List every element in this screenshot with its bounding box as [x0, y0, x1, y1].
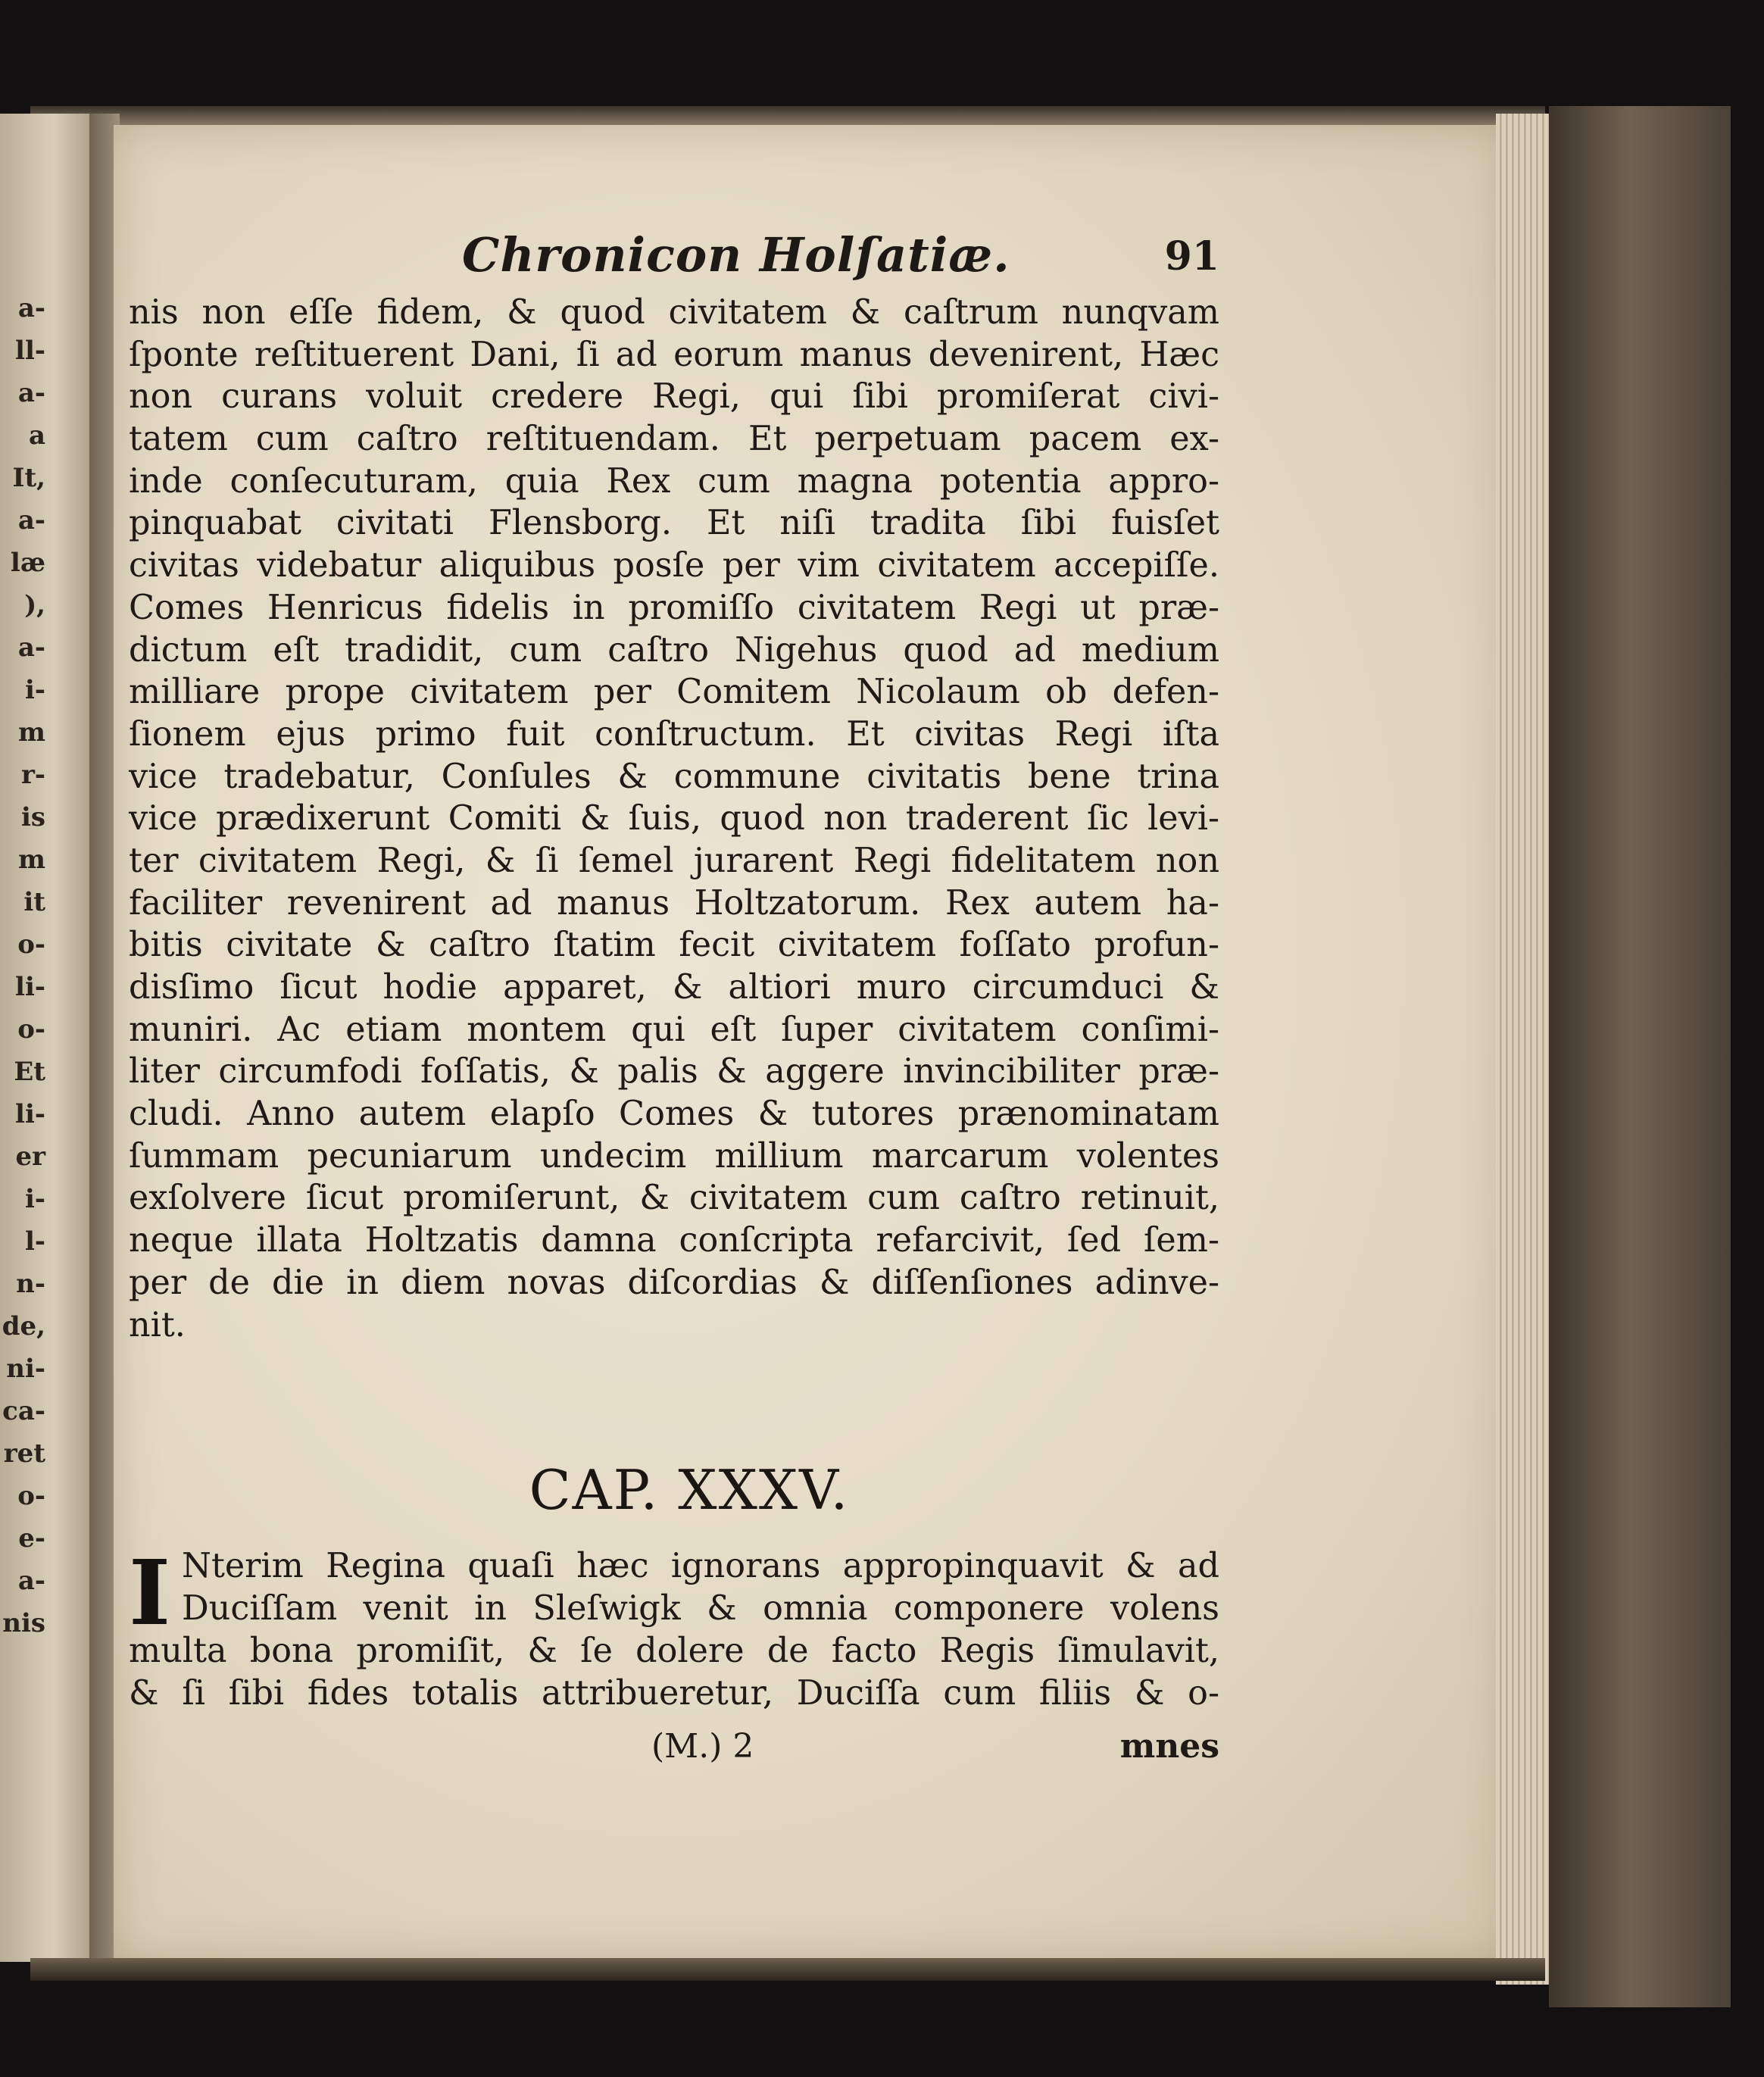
facing-page-fragment: m: [18, 845, 45, 875]
page-header: [129, 227, 1219, 295]
facing-page-fragment: is: [20, 802, 45, 832]
catchword: mnes: [1119, 1727, 1219, 1766]
chapter-heading-text: CAP. XXXV.: [529, 1458, 850, 1522]
facing-page-fragment: a-: [17, 505, 45, 536]
text-line: nis non eſſe fidem, & quod civitatem & caſtrum nunqvam: [129, 293, 1219, 332]
facing-page-fragment: a-: [17, 632, 45, 663]
book-cover: [1549, 106, 1731, 2007]
facing-page-fragment: ll-: [15, 336, 45, 366]
text-line: cludi. Anno autem elapſo Comes & tutores prænominatam: [129, 1095, 1219, 1134]
text-line: nit.: [129, 1305, 186, 1345]
facing-page-fragment: de,: [2, 1311, 45, 1341]
facing-page-edge: [0, 114, 97, 1962]
page-bottom-edge: [30, 1958, 1545, 1981]
text-line: Comes Henricus fidelis in promiſſo civitatem Regi ut præ-: [129, 588, 1219, 627]
facing-page-fragment: læ: [10, 548, 45, 578]
facing-page-fragment: i-: [24, 675, 45, 705]
facing-page-fragment: ca-: [2, 1396, 45, 1426]
text-line: ter civitatem Regi, & ſi ſemel jurarent Regi fidelitatem non: [129, 841, 1219, 880]
facing-page-fragment: l-: [24, 1226, 45, 1257]
text-line: inde conſecuturam, quia Rex cum magna potentia appro-: [129, 461, 1219, 501]
page-stack-edge: [1496, 114, 1549, 1985]
facing-page-fragment: it: [23, 887, 45, 917]
text-line: per de die in diem novas diſcordias & diſſenſiones adinve-: [129, 1263, 1219, 1302]
chapter-text-line: & ſi ſibi fides totalis attribueretur, Duciſſa cum filiis & o-: [129, 1674, 1219, 1713]
chapter-text-line: multa bona promiſit, & ſe dolere de facto Regis ſimulavit,: [129, 1632, 1219, 1670]
running-title: Chronicon Holſatiæ.: [462, 227, 1010, 283]
chapter-heading: [129, 1458, 1219, 1522]
facing-page-fragment: ),: [24, 590, 45, 620]
facing-page-fragment: li-: [15, 1099, 45, 1129]
text-line: disſimo ſicut hodie apparet, & altiori muro circumduci &: [129, 968, 1219, 1007]
page-top-edge: [30, 106, 1545, 127]
page-number: 91: [1164, 233, 1219, 280]
facing-page-fragment: m: [18, 717, 45, 748]
text-line: muniri. Ac etiam montem qui eſt ſuper civitatem conſimi-: [129, 1010, 1219, 1049]
text-line: bitis civitate & caſtro ſtatim fecit civitatem foſſato profun-: [129, 926, 1219, 965]
body-text: [129, 292, 1219, 1346]
facing-page-fragment: a-: [17, 378, 45, 408]
facing-page-fragment: a-: [17, 1566, 45, 1596]
facing-page-fragment: er: [15, 1142, 45, 1172]
facing-page-fragment: o-: [17, 1481, 45, 1511]
text-line: exſolvere ſicut promiſerunt, & civitatem cum caſtro retinuit,: [129, 1179, 1219, 1218]
facing-page-fragment: o-: [17, 929, 45, 960]
text-line: vice tradebatur, Conſules & commune civitatis bene trina: [129, 757, 1219, 796]
facing-page-fragment: ret: [3, 1438, 45, 1469]
text-line: ſponte reſtituerent Dani, ſi ad eorum manus devenirent, Hæc: [129, 335, 1219, 374]
text-line: faciliter revenirent ad manus Holtzatorum. Rex autem ha-: [129, 883, 1219, 923]
facing-page-fragment: nis: [2, 1608, 45, 1638]
text-line: ſionem ejus primo fuit conſtructum. Et civitas Regi iſta: [129, 714, 1219, 754]
facing-page-fragment: i-: [24, 1184, 45, 1214]
facing-page-fragment: r-: [20, 760, 45, 790]
facing-page-fragment: e-: [18, 1523, 45, 1554]
text-line: liter circumfodi foſſatis, & palis & aggere invincibiliter præ-: [129, 1052, 1219, 1092]
text-line: tatem cum caſtro reſtituendam. Et perpetuam pacem ex-: [129, 420, 1219, 459]
chapter-text: [129, 1540, 1219, 1715]
facing-page-fragment: Et: [14, 1057, 45, 1087]
drop-initial: I: [129, 1540, 171, 1645]
text-line: civitas videbatur aliquibus posſe per vim civitatem accepiſſe.: [129, 546, 1219, 586]
facing-page-fragment: li-: [15, 972, 45, 1002]
text-line: pinquabat civitati Flensborg. Et niſi tradita ſibi fuisſet: [129, 504, 1219, 543]
text-line: neque illata Holtzatis damna conſcripta refarcivit, ſed ſem-: [129, 1221, 1219, 1260]
facing-page-fragment: a-: [17, 293, 45, 323]
text-line: ſummam pecuniarum undecim millium marcarum volentes: [129, 1136, 1219, 1176]
chapter-text-line: Duciſſam venit in Sleſwigk & omnia componere volens: [182, 1589, 1219, 1628]
text-line: milliare prope civitatem per Comitem Nicolaum ob defen-: [129, 673, 1219, 712]
text-line: vice prædixerunt Comiti & ſuis, quod non traderent ſic levi-: [129, 799, 1219, 839]
text-line: dictum eſt tradidit, cum caſtro Nigehus quod ad medium: [129, 630, 1219, 670]
page-footer: [129, 1727, 1219, 1772]
text-line: non curans voluit credere Regi, qui ſibi promiſerat civi-: [129, 377, 1219, 417]
chapter-text-line: Nterim Regina quaſi hæc ignorans appropinquavit & ad: [182, 1547, 1219, 1585]
facing-page-fragment: o-: [17, 1014, 45, 1045]
signature-mark: (M.) 2: [651, 1727, 754, 1766]
facing-page-fragment: n-: [16, 1269, 45, 1299]
facing-page-fragment: ni-: [6, 1354, 45, 1384]
facing-page-fragment: a: [28, 420, 45, 451]
facing-page-fragment: It,: [12, 463, 45, 493]
